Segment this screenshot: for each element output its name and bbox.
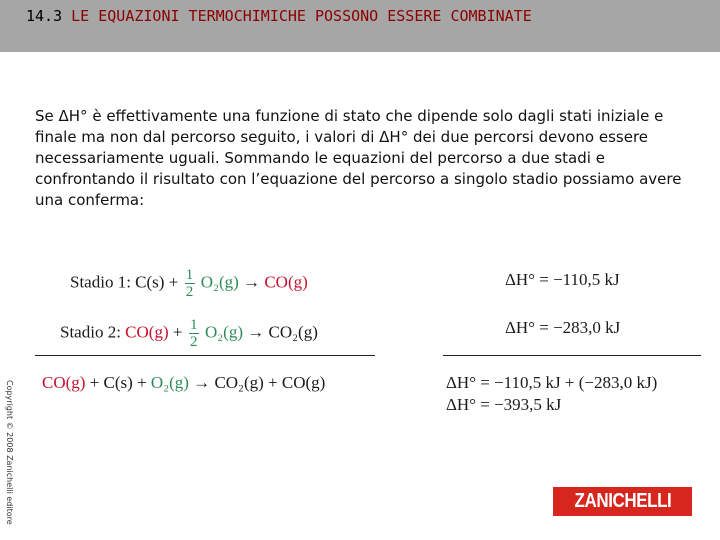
stage2-coefficient [189,318,199,349]
stage2-coef-den: 2 [189,334,198,350]
stage2-product: CO₂(g) [268,322,318,342]
stage1-coef-num: 1 [185,267,194,283]
logo-text: ZANICHELLI [574,490,671,512]
sum-enthalpy-line2: ΔH° = −393,5 kJ [446,395,562,414]
stage2-coef-num: 1 [189,317,198,333]
stage1-product: CO(g) [264,272,308,292]
stage1-label: Stadio 1: [70,272,131,292]
stage1-reactant: C(s) [135,272,165,292]
sum-term2: + C(s) + [89,373,147,392]
body-paragraph: Se ΔH° è effettivamente una funzione di stato che dipende solo dagli stati iniziale e finale ma non dal percorso seguito, i valori di ΔH° dei due percorsi devono essere necessariamente uguali. Sommando le equazioni del percorso a due stadi e confrontando il risultato con l’equazione del percorso a singolo stadio possiamo avere una conferma: [35,107,682,209]
sum-products: CO₂(g) + CO(g) [214,373,326,392]
section-number: 14.3 [26,7,63,25]
stage1-arrow: → [243,272,261,292]
sum-arrow: → [193,373,211,392]
stage2-plus: + [172,322,183,342]
copyright-notice: Copyright © 2008 Zanichelli editore [5,380,14,525]
sum-equation [42,373,325,393]
stage2-enthalpy: ΔH° = −283,0 kJ [505,318,621,337]
stage1-coefficient [185,268,195,299]
stage2-equation [60,318,318,349]
zanichelli-logo [553,487,692,516]
stage2-reactant: CO(g) [125,322,169,342]
stage1-enthalpy: ΔH° = −110,5 kJ [505,270,620,289]
stage1-equation [70,268,308,299]
stage1-coef-den: 2 [185,284,194,300]
stage1-plus: + [168,272,179,292]
section-title: LE EQUAZIONI TERMOCHIMICHE POSSONO ESSERE COMBINATE [71,7,532,25]
stage2-arrow: → [247,322,265,342]
stage1-o2: O₂(g) [200,272,239,292]
stage2-label: Stadio 2: [60,322,121,342]
sum-term3: O₂(g) [150,373,189,392]
sum-enthalpy-line1: ΔH° = −110,5 kJ + (−283,0 kJ) [446,373,658,392]
sum-line-right [443,355,701,356]
sum-line-left [35,355,375,356]
sum-term1: CO(g) [42,373,86,392]
stage2-o2: O₂(g) [204,322,243,342]
slide-title [26,7,626,26]
slide-header [0,0,720,52]
